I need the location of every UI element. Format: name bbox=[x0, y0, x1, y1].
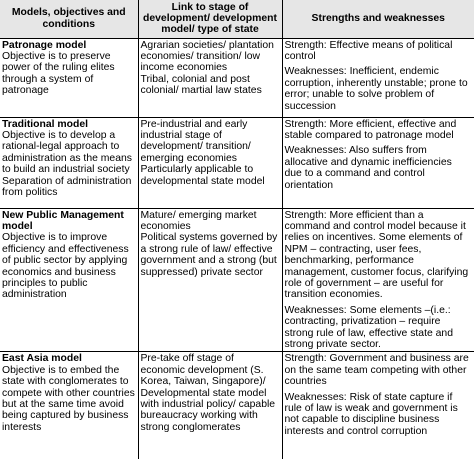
header-row bbox=[0, 0, 474, 38]
link-text: Pre-take off stage of economic development (S. Korea, Taiwan, Singapore)/ Developmental state model with industrial policy/ capable bureaucracy working with strong conglomerates bbox=[140, 353, 276, 433]
link-text: Particularly applicable to developmental state model bbox=[140, 164, 265, 187]
header-link: Link to stage of development/ development model/ type of state bbox=[138, 0, 282, 38]
weakness-text: Weaknesses: Risk of state capture if rule of law is weak and government is not capable to discipline business interests and control corruption bbox=[284, 391, 458, 437]
link-text: Agrarian societies/ plantation economies/ transition/ low income economies bbox=[140, 39, 274, 74]
model-objective: Objective is to embed the state with conglomerates to compete with other countries but at the same time avoid being captured by business interests bbox=[2, 364, 135, 433]
weakness-text: Weaknesses: Inefficient, endemic corruption, inherently unstable; prone to error; unable to solve problem of succession bbox=[284, 66, 468, 112]
strengths-cell bbox=[282, 352, 474, 459]
model-cell bbox=[0, 38, 138, 117]
link-text: Mature/ emerging market economies bbox=[140, 209, 257, 232]
weakness-text: Weaknesses: Also suffers from allocative and dynamic inefficiencies due to a command and control orientation bbox=[284, 145, 452, 191]
table-row bbox=[0, 38, 474, 117]
strengths-cell bbox=[282, 208, 474, 352]
strength-text: Strength: More efficient than a command and control model because it relies on incentives. Some elements of NPM – contracting, user fees, benchmarking, performance management, customer focus, clarifying role of government – are useful for transition economies. bbox=[284, 209, 469, 301]
model-title: Traditional model bbox=[2, 118, 89, 130]
header-strengths: Strengths and weaknesses bbox=[282, 0, 474, 38]
strength-text: Strength: More efficient, effective and stable compared to patronage model bbox=[284, 118, 457, 141]
weakness-text: Weaknesses: Some elements –(i.e.: contracting, privatization – require strong rule of law, effective state and strong private sector. bbox=[284, 304, 453, 350]
link-text: Pre-industrial and early industrial stage of development/ transition/ emerging economies bbox=[140, 118, 251, 164]
link-text: Political systems governed by a strong rule of law/ effective government and a strong (but suppressed) private sector bbox=[140, 232, 278, 278]
strength-text: Strength: Government and business are on the same team competing with other countries bbox=[284, 353, 469, 388]
strengths-cell bbox=[282, 117, 474, 208]
model-title: New Public Management model bbox=[2, 209, 124, 232]
link-cell bbox=[138, 117, 282, 208]
table-row bbox=[0, 208, 474, 352]
model-title: East Asia model bbox=[2, 353, 82, 365]
model-cell bbox=[0, 208, 138, 352]
model-objective: Objective is to develop a rational-legal approach to administration as the means to build an industrial society Separation of administration from politics bbox=[2, 129, 132, 198]
table-row bbox=[0, 117, 474, 208]
header-models: Models, objectives and conditions bbox=[0, 0, 138, 38]
model-cell bbox=[0, 352, 138, 459]
model-cell bbox=[0, 117, 138, 208]
link-cell bbox=[138, 38, 282, 117]
model-title: Patronage model bbox=[2, 39, 87, 51]
link-cell bbox=[138, 352, 282, 459]
model-objective: Objective is to improve efficiency and effectiveness of public sector by applying economics and business principles to public administration bbox=[2, 232, 129, 301]
link-cell bbox=[138, 208, 282, 352]
table-row bbox=[0, 352, 474, 459]
strength-text: Strength: Effective means of political control bbox=[284, 39, 453, 62]
link-text: Tribal, colonial and post colonial/ martial law states bbox=[140, 73, 262, 97]
strengths-cell bbox=[282, 38, 474, 117]
model-objective: Objective is to preserve power of the ruling elites through a system of patronage bbox=[2, 50, 115, 97]
